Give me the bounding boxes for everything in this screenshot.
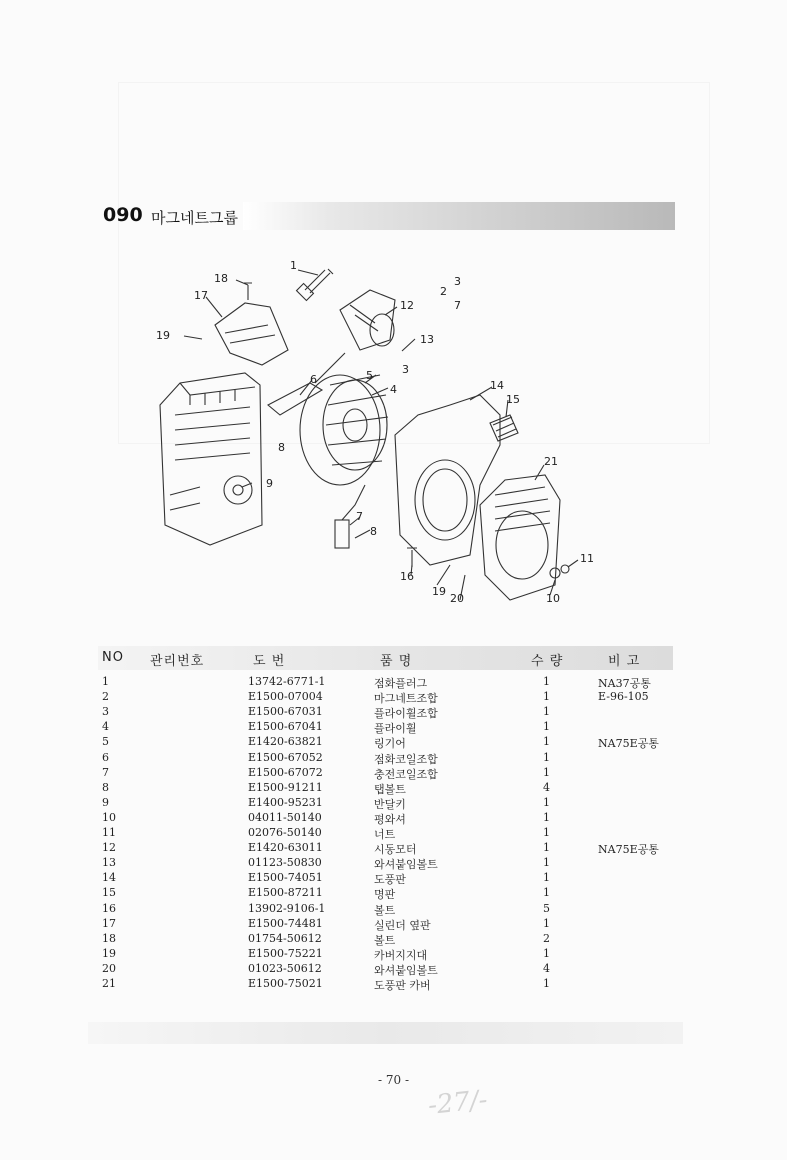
section-title: 마그네트그룹: [151, 209, 238, 227]
col-remarks-header: 비 고: [608, 654, 641, 669]
callout-label: 14: [490, 379, 504, 392]
table-row: [98, 902, 673, 918]
row-part-name: 실린더 옆판: [374, 918, 431, 932]
table-row: [98, 917, 673, 933]
row-part-name: 반달키: [374, 797, 406, 811]
table-row: [98, 690, 673, 706]
row-part-name: 볼트: [374, 903, 396, 917]
row-part-name: 플라이휠조합: [374, 707, 438, 721]
table-row: [98, 811, 673, 827]
col-no-header: NO: [102, 650, 124, 665]
row-part-name: 평와셔: [374, 812, 406, 826]
header-shade-band: [243, 202, 675, 230]
row-part-number: E1500-75221: [248, 946, 323, 960]
callout-label: 6: [310, 373, 317, 386]
table-row: [98, 962, 673, 978]
row-quantity: 2: [543, 931, 550, 945]
row-part-name: 도풍판 카버: [374, 979, 431, 992]
row-quantity: 1: [543, 977, 550, 990]
row-part-name: 점화코일조합: [374, 752, 438, 766]
callout-label: 17: [194, 289, 208, 302]
callout-label: 8: [370, 525, 377, 538]
row-quantity: 1: [543, 810, 550, 824]
row-part-number: 13902-9106-1: [248, 901, 326, 915]
row-part-name: 카버지지대: [374, 948, 428, 962]
callout-label: 3: [402, 363, 409, 376]
row-part-name: 탭볼트: [374, 782, 406, 796]
section-code: 090: [103, 204, 143, 226]
row-part-number: 13742-6771-1: [248, 675, 326, 688]
callout-label: 3: [454, 275, 461, 288]
row-part-number: 01123-50830: [248, 856, 322, 870]
row-quantity: 1: [543, 795, 550, 809]
row-no: 21: [102, 977, 116, 990]
callout-label: 15: [506, 393, 520, 406]
row-quantity: 1: [543, 886, 550, 900]
row-quantity: 1: [543, 750, 550, 764]
table-row: [98, 947, 673, 963]
row-no: 2: [102, 690, 109, 704]
row-quantity: 1: [543, 841, 550, 855]
row-no: 5: [102, 735, 109, 749]
row-quantity: 1: [543, 871, 550, 885]
col-control-header: 관리번호: [150, 654, 205, 669]
row-no: 6: [102, 750, 109, 764]
row-part-number: E1420-63821: [248, 735, 323, 749]
callout-label: 4: [390, 383, 397, 396]
row-part-number: E1500-67072: [248, 765, 323, 779]
row-part-name: 볼트: [374, 933, 396, 947]
exploded-parts-diagram: [150, 255, 610, 615]
callout-label: 16: [400, 570, 414, 583]
callout-label: 10: [546, 592, 560, 605]
row-remarks: NA37공통: [598, 677, 651, 690]
table-row: [98, 766, 673, 782]
table-row: [98, 886, 673, 902]
table-header: [98, 646, 673, 670]
row-part-number: E1400-95231: [248, 795, 323, 809]
row-part-number: E1500-75021: [248, 977, 323, 990]
row-part-number: 01754-50612: [248, 931, 322, 945]
row-quantity: 1: [543, 705, 550, 719]
row-remarks: E-96-105: [598, 690, 649, 704]
callout-label: 7: [454, 299, 461, 312]
callout-label: 20: [450, 592, 464, 605]
row-part-number: E1500-91211: [248, 780, 323, 794]
callout-label: 12: [400, 299, 414, 312]
row-part-number: E1500-07004: [248, 690, 323, 704]
callout-label: 5: [366, 369, 373, 382]
row-part-number: E1500-74051: [248, 871, 323, 885]
row-remarks: NA75E공통: [598, 737, 659, 751]
row-part-name: 플라이휠: [374, 722, 417, 736]
handwritten-mark: -27/-: [426, 1084, 489, 1122]
row-part-name: 마그네트조합: [374, 692, 438, 706]
col-part-header: 도 번: [253, 654, 286, 669]
callout-label: 2: [440, 285, 447, 298]
row-quantity: 5: [543, 901, 550, 915]
callout-label: 13: [420, 333, 434, 346]
row-no: 13: [102, 856, 116, 870]
table-row: [98, 705, 673, 721]
row-no: 1: [102, 675, 109, 688]
row-no: 20: [102, 961, 116, 975]
table-row: [98, 735, 673, 751]
row-part-name: 명판: [374, 888, 396, 902]
table-row: [98, 977, 673, 993]
row-no: 9: [102, 795, 109, 809]
col-name-header: 품 명: [380, 654, 413, 669]
row-quantity: 4: [543, 961, 550, 975]
row-part-name: 링기어: [374, 737, 406, 751]
row-no: 18: [102, 931, 116, 945]
row-quantity: 1: [543, 946, 550, 960]
row-no: 11: [102, 826, 116, 839]
row-quantity: 1: [543, 916, 550, 930]
row-part-name: 도풍판: [374, 873, 406, 887]
row-part-number: 04011-50140: [248, 810, 322, 824]
row-quantity: 1: [543, 675, 550, 688]
table-row: [98, 932, 673, 948]
table-row: [98, 856, 673, 872]
row-quantity: 1: [543, 720, 550, 734]
row-no: 19: [102, 946, 116, 960]
row-part-name: 와셔붙임볼트: [374, 963, 438, 977]
row-part-name: 충전코일조합: [374, 767, 438, 781]
callout-label: 19: [432, 585, 446, 598]
row-quantity: 1: [543, 856, 550, 870]
footer-shade-band: [88, 1022, 683, 1044]
row-quantity: 1: [543, 690, 550, 704]
col-qty-header: 수 량: [531, 654, 564, 669]
table-row: [98, 826, 673, 842]
table-row: [98, 751, 673, 767]
row-no: 8: [102, 780, 109, 794]
row-quantity: 4: [543, 780, 550, 794]
table-row: [98, 720, 673, 736]
table-row: [98, 781, 673, 797]
row-quantity: 1: [543, 826, 550, 839]
row-part-name: 와셔붙임볼트: [374, 858, 438, 872]
row-no: 3: [102, 705, 109, 719]
row-no: 15: [102, 886, 116, 900]
callout-label: 8: [278, 441, 285, 454]
section-header: [103, 202, 675, 230]
row-part-number: 02076-50140: [248, 826, 322, 839]
row-remarks: NA75E공통: [598, 843, 659, 857]
row-no: 14: [102, 871, 116, 885]
row-part-number: 01023-50612: [248, 961, 322, 975]
callout-label: 18: [214, 272, 228, 285]
row-part-name: 시동모터: [374, 843, 417, 857]
row-part-number: E1500-74481: [248, 916, 323, 930]
page-number: - 70 -: [377, 1073, 409, 1087]
table-row: [98, 871, 673, 887]
row-no: 16: [102, 901, 116, 915]
callout-label: 9: [266, 477, 273, 490]
row-part-number: E1500-67041: [248, 720, 323, 734]
table-row: [98, 675, 673, 691]
callout-label: 21: [544, 455, 558, 468]
row-quantity: 1: [543, 735, 550, 749]
callout-label: 19: [156, 329, 170, 342]
row-part-number: E1500-87211: [248, 886, 323, 900]
callout-label: 1: [290, 259, 297, 272]
row-no: 10: [102, 810, 116, 824]
row-no: 4: [102, 720, 109, 734]
row-part-name: 점화플러그: [374, 677, 428, 690]
table-row: [98, 841, 673, 857]
table-row: [98, 796, 673, 812]
row-part-number: E1420-63011: [248, 841, 323, 855]
row-no: 12: [102, 841, 116, 855]
row-part-name: 너트: [374, 828, 396, 841]
row-part-number: E1500-67052: [248, 750, 323, 764]
callout-label: 7: [356, 510, 363, 523]
row-part-number: E1500-67031: [248, 705, 323, 719]
row-quantity: 1: [543, 765, 550, 779]
callout-label: 11: [580, 552, 594, 565]
row-no: 7: [102, 765, 109, 779]
row-no: 17: [102, 916, 116, 930]
